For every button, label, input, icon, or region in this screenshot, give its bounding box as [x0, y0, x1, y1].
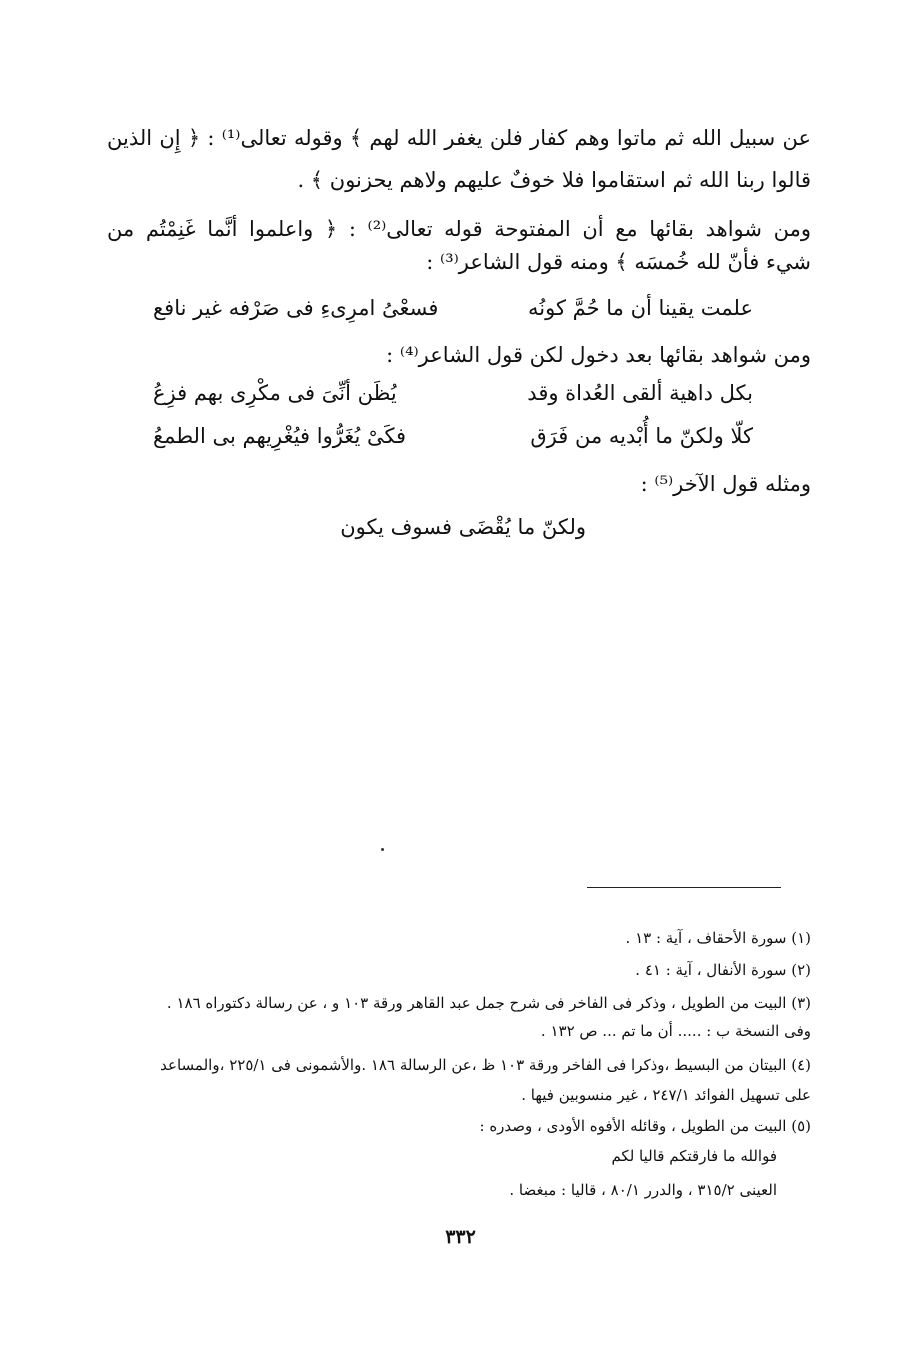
- page-number: ٣٣٢: [445, 1226, 476, 1248]
- verse-2-first-hemistich: بكل داهية ألقى العُداة وقد: [527, 381, 753, 405]
- verse-1-first-hemistich: علمت يقينا أن ما حُمَّ كونُه: [528, 296, 753, 320]
- verse-2-second-hemistich: يُظَن أنِّىَ فى مكْرِى بهم فزِعُ: [153, 381, 397, 405]
- footnote-5-verse: فوالله ما فارقتكم قاليا لكم: [611, 1147, 777, 1165]
- footnote-1: (١) سورة الأحقاف ، آية : ١٣ .: [625, 929, 811, 947]
- body-line-4: شيء فأنّ لله خُمسَه ﴾ ومنه قول الشاعر⁽³⁾ :: [426, 250, 811, 274]
- body-line-1: عن سبيل الله ثم ماتوا وهم كفار فلن يغفر الله لهم ﴾ وقوله تعالى⁽¹⁾ : ﴿ إِن الذين: [107, 126, 811, 150]
- verse-3-first-hemistich: كلّا ولكنّ ما أُبْديه من فَرَق: [530, 424, 753, 448]
- body-line-3: ومن شواهد بقائها مع أن المفتوحة قوله تعالى⁽²⁾ : ﴿ واعلموا أنَّما غَنِمْتُم من: [107, 217, 811, 241]
- body-line-2: قالوا ربنا الله ثم استقاموا فلا خوفٌ عليهم ولاهم يحزنون ﴾ .: [297, 168, 811, 192]
- verse-4: ولكنّ ما يُقْضَى فسوف يكون: [340, 515, 586, 539]
- verse-1-second-hemistich: فسعْىُ امرِىءِ فى صَرْفه غير نافع: [153, 296, 439, 320]
- body-line-5: ومن شواهد بقائها بعد دخول لكن قول الشاعر⁽⁴⁾ :: [386, 343, 811, 367]
- footnote-4-line-2: على تسهيل الفوائد ٢٤٧/١ ، غير منسوبين فيها .: [521, 1086, 811, 1104]
- footnote-3-line-1: (٣) البيت من الطويل ، وذكر فى الفاخر فى شرح جمل عبد القاهر ورقة ١٠٣ و ، عن رسالة دكتوراه ١٨٦ .: [166, 994, 811, 1012]
- print-speck: [381, 848, 384, 851]
- footnote-4-line-1: (٤) البيتان من البسيط ،وذكرا فى الفاخر ورقة ١٠٣ ظ ،عن الرسالة ١٨٦ .والأشمونى فى ٢٢٥/١ ،والمساعد: [160, 1056, 811, 1074]
- verse-3-second-hemistich: فكَىْ يُغَرُّوا فيُغْرِيهم بى الطمعُ: [153, 424, 407, 448]
- footnote-2: (٢) سورة الأنفال ، آية : ٤١ .: [635, 961, 811, 979]
- footnote-divider: [587, 887, 781, 888]
- footnote-3-line-2: وفى النسخة ب : ..... أن ما تم ... ص ١٣٢ .: [540, 1022, 811, 1040]
- footnote-5-line-3: العينى ٣١٥/٢ ، والدرر ٨٠/١ ، قاليا : مبغضا .: [509, 1181, 777, 1199]
- footnote-5-line-1: (٥) البيت من الطويل ، وقائله الأفوه الأودى ، وصدره :: [479, 1117, 811, 1135]
- body-line-6: ومثله قول الآخر⁽⁵⁾ :: [640, 472, 811, 496]
